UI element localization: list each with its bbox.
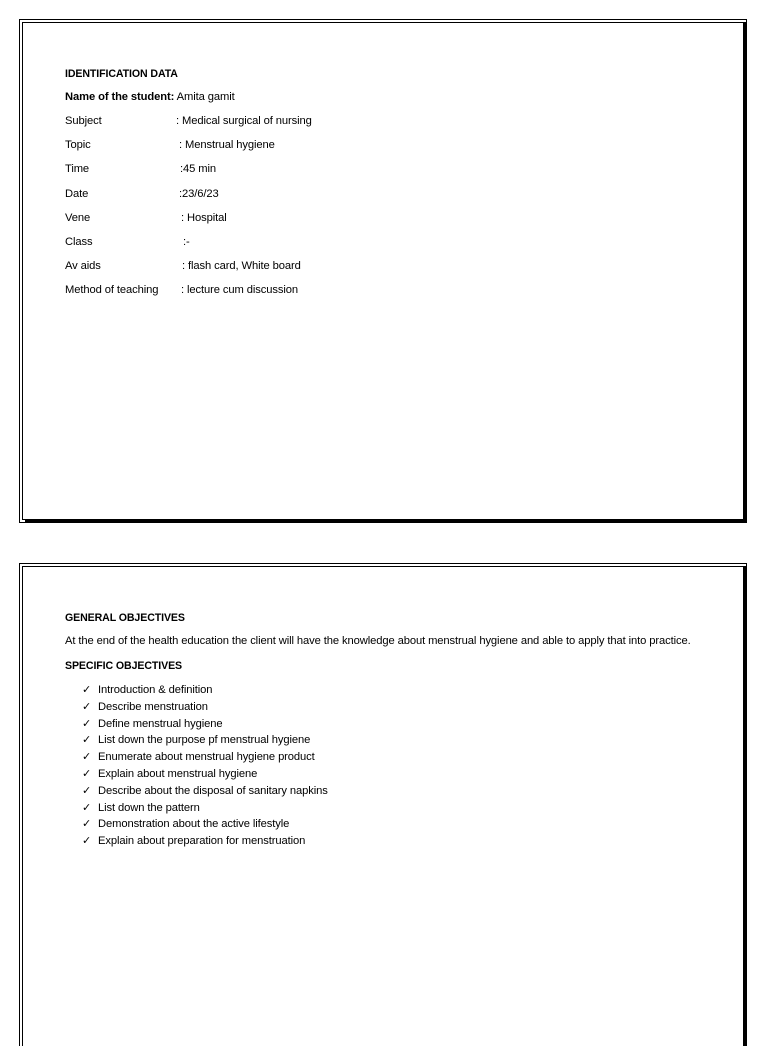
- student-name-label: Name of the student:: [65, 91, 175, 103]
- field-label: Time: [65, 163, 90, 176]
- objective-text: List down the pattern: [98, 801, 200, 814]
- field-label: Vene: [65, 211, 91, 224]
- objectives-section: [65, 611, 723, 850]
- objective-text: Demonstration about the active lifestyle: [98, 818, 290, 831]
- checkmark-icon: ✓: [82, 699, 92, 713]
- general-objectives-text: At the end of the health education the client will have the knowledge about menstrual hygiene and able to apply that into practice.: [65, 635, 691, 647]
- objective-text: List down the purpose pf menstrual hygiene: [98, 734, 311, 747]
- field-value: : Hospital: [181, 211, 227, 224]
- checkmark-icon: ✓: [82, 716, 92, 730]
- field-row-av-aids: [65, 259, 723, 283]
- list-item: [82, 699, 723, 716]
- field-value: : Menstrual hygiene: [179, 139, 275, 152]
- list-item: [82, 749, 723, 766]
- objective-text: Explain about preparation for menstruation: [98, 835, 306, 848]
- field-value: : Medical surgical of nursing: [176, 115, 312, 127]
- list-item: [82, 816, 723, 833]
- checkmark-icon: ✓: [82, 817, 92, 831]
- field-label: Av aids: [65, 260, 101, 273]
- field-row-time: [65, 162, 723, 186]
- list-item: [82, 716, 723, 733]
- field-row-topic: [65, 138, 723, 162]
- field-value: :23/6/23: [179, 187, 219, 200]
- checkmark-icon: ✓: [82, 683, 92, 696]
- identification-heading: IDENTIFICATION DATA: [65, 68, 178, 80]
- document-page-2: [22, 566, 744, 1046]
- checkmark-icon: ✓: [82, 834, 92, 848]
- field-row-date: [65, 187, 723, 211]
- field-value: : flash card, White board: [182, 260, 301, 273]
- field-label: Class: [65, 235, 93, 248]
- document-page-1: [22, 22, 744, 520]
- field-value: :-: [183, 235, 190, 248]
- student-name-value: Amita gamit: [174, 91, 235, 103]
- list-item: [82, 800, 723, 817]
- checkmark-icon: ✓: [82, 800, 92, 814]
- field-row-venue: [65, 211, 723, 235]
- checkmark-icon: ✓: [82, 733, 92, 747]
- list-item: [82, 766, 723, 783]
- checkmark-icon: ✓: [82, 783, 92, 797]
- field-row-class: [65, 235, 723, 259]
- field-label: Date: [65, 187, 89, 200]
- student-name-line: [65, 90, 723, 104]
- field-value: : lecture cum discussion: [181, 284, 298, 297]
- objective-text: Describe about the disposal of sanitary napkins: [98, 784, 328, 797]
- identification-section: [65, 67, 723, 308]
- checkmark-icon: ✓: [82, 766, 92, 780]
- specific-objectives-list: [65, 682, 723, 850]
- list-item: [82, 682, 723, 699]
- objective-text: Explain about menstrual hygiene: [98, 767, 258, 780]
- objective-text: Introduction & definition: [98, 684, 213, 696]
- specific-objectives-heading: SPECIFIC OBJECTIVES: [65, 660, 183, 672]
- objective-text: Describe menstruation: [98, 700, 208, 713]
- general-objectives-heading: GENERAL OBJECTIVES: [65, 612, 185, 624]
- list-item: [82, 783, 723, 800]
- field-label: Topic: [65, 139, 91, 152]
- objective-text: Enumerate about menstrual hygiene product: [98, 751, 315, 764]
- list-item: [82, 732, 723, 749]
- checkmark-icon: ✓: [82, 750, 92, 764]
- field-value: :45 min: [180, 163, 216, 176]
- identification-rows: [65, 114, 723, 308]
- field-label: Method of teaching: [65, 284, 159, 297]
- objective-text: Define menstrual hygiene: [98, 717, 223, 730]
- list-item: [82, 833, 723, 850]
- field-row-method: [65, 283, 723, 307]
- field-row-subject: [65, 114, 723, 138]
- field-label: Subject: [65, 115, 102, 127]
